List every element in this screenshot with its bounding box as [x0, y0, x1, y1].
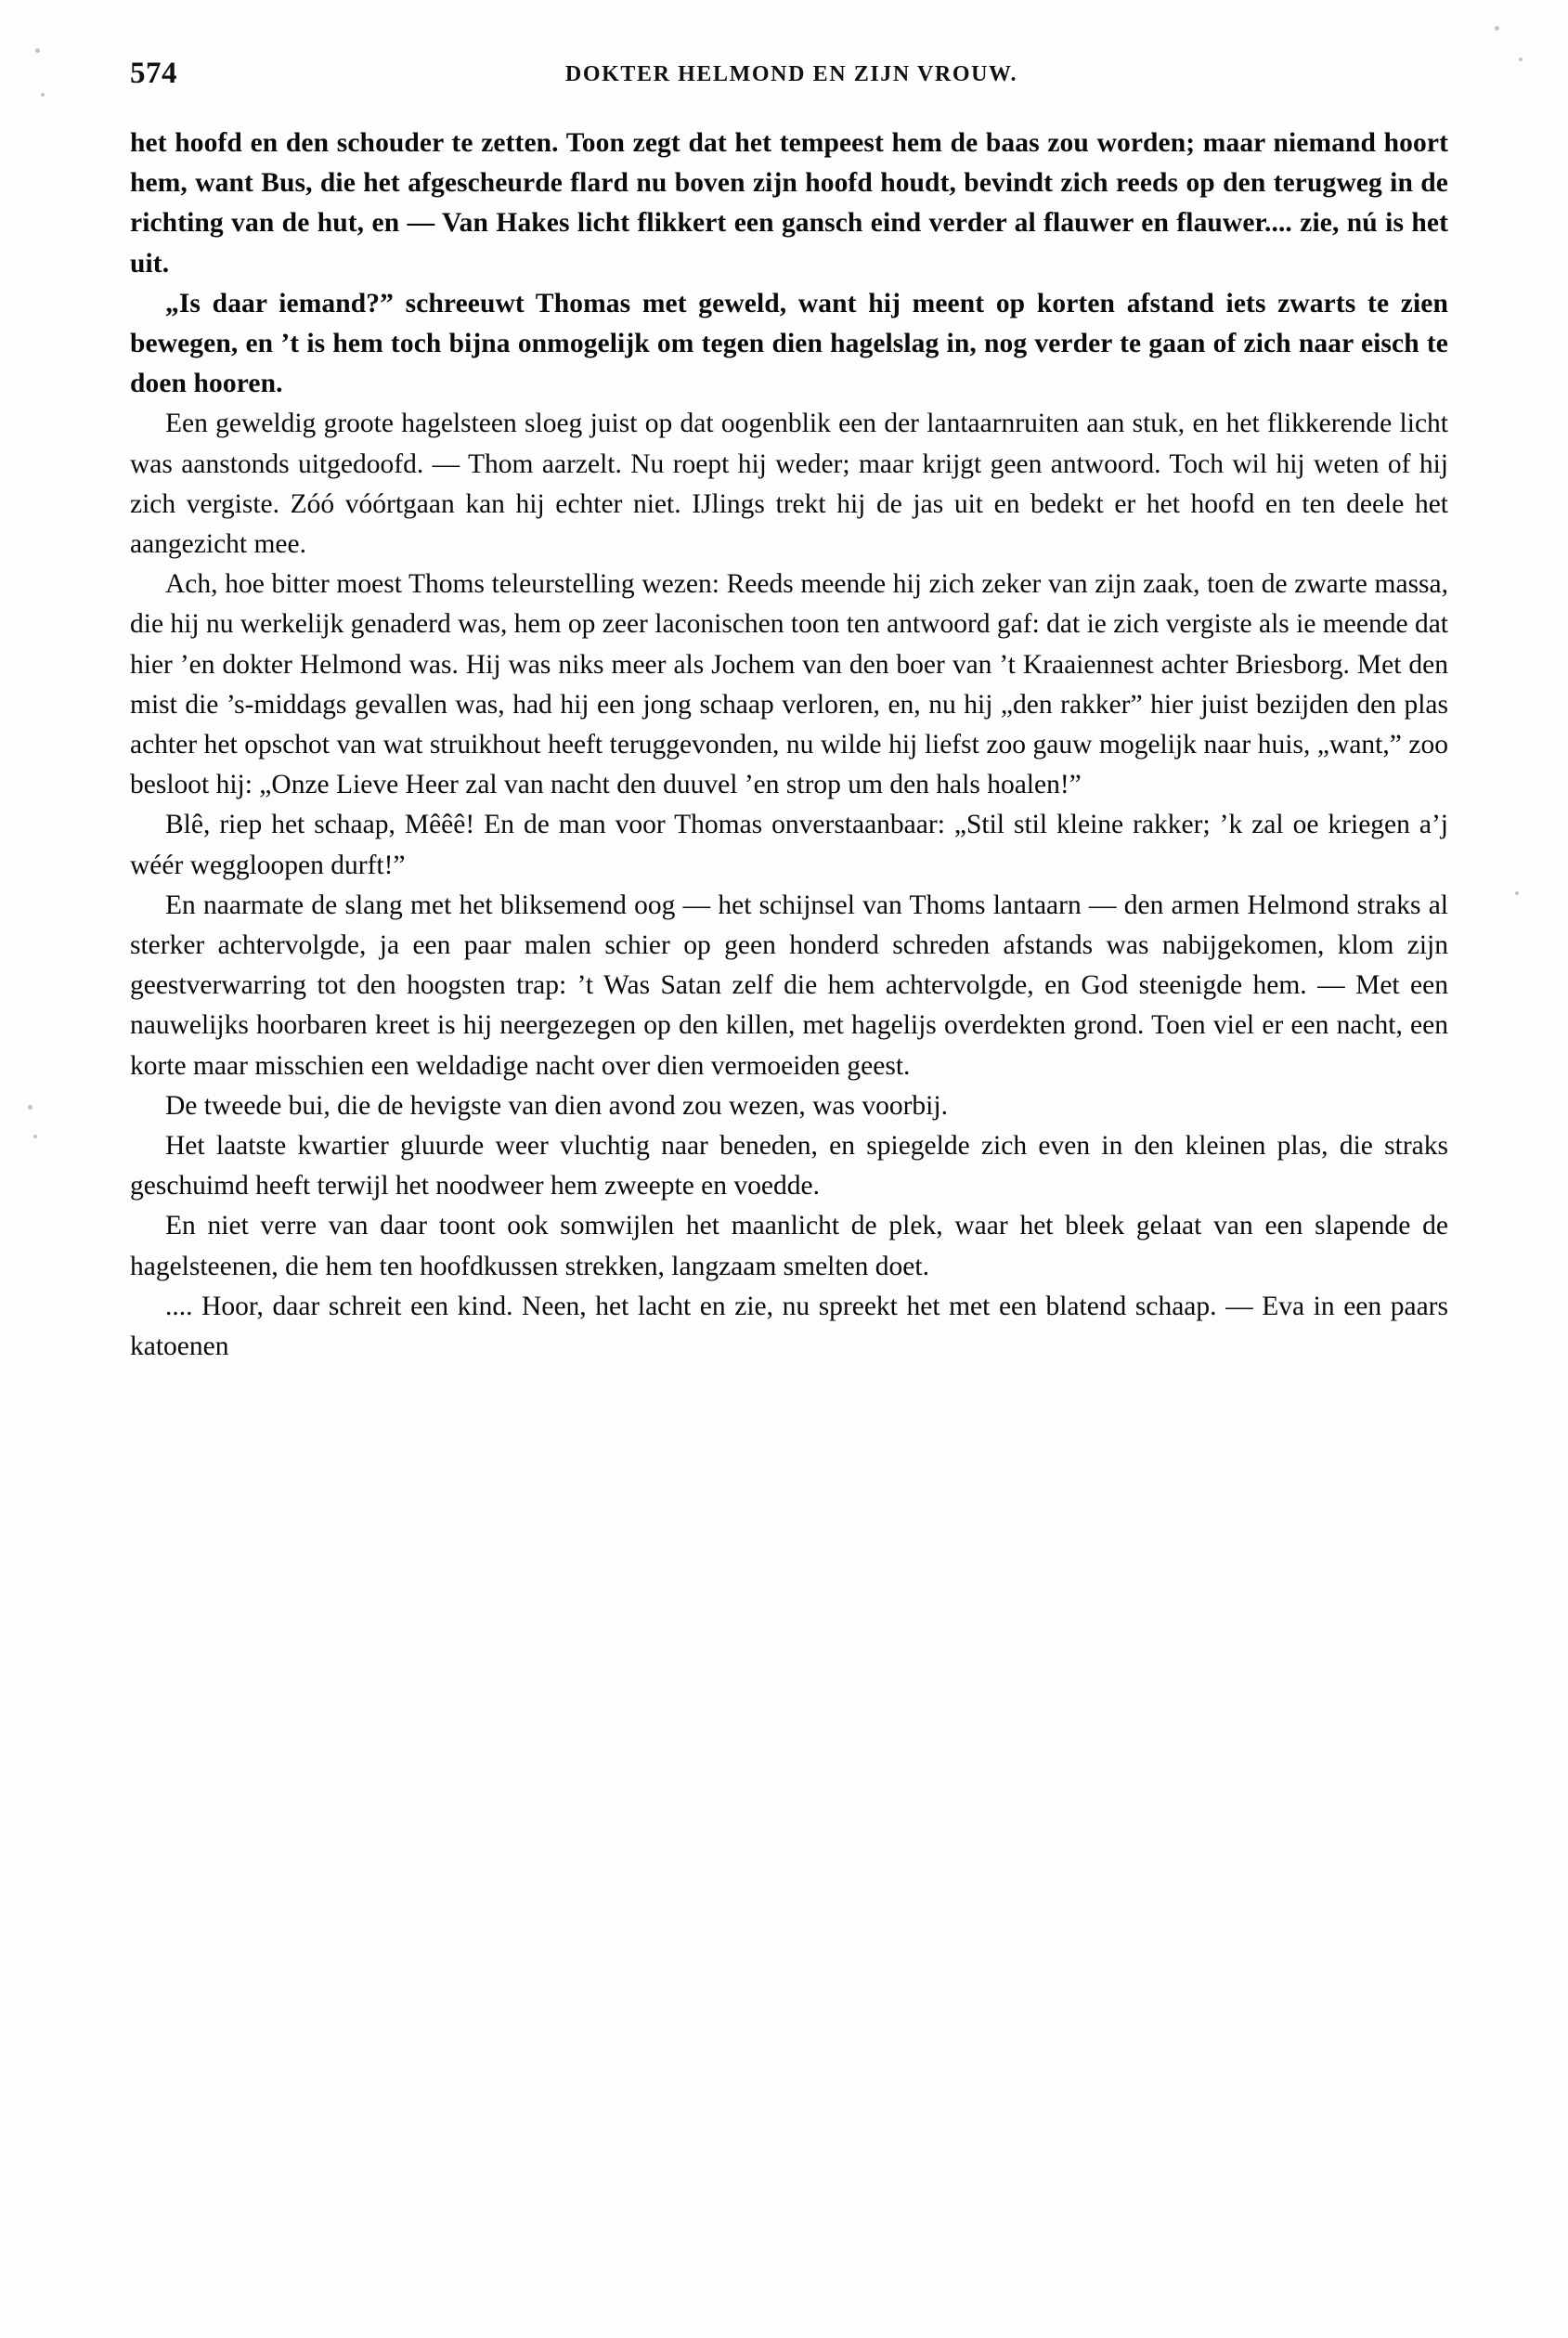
scan-speck [1515, 891, 1519, 895]
page-number: 574 [130, 57, 177, 90]
paragraph: „Is daar iemand?” schreeuwt Thomas met geweld, want hij meent op korten afstand iets zwarts te zien bewegen, en ’t is hem toch bijna onmogelijk om tegen dien hagelslag in, nog verder te gaan of zich naar eisch te doen hooren. [130, 288, 1448, 399]
paragraph: Blê, riep het schaap, Mêêê! En de man voor Thomas onverstaanbaar: „Stil stil kleine rakker; ’k zal oe kriegen a’j wéér weggloopen durft!” [130, 810, 1448, 880]
scan-speck [1495, 26, 1499, 31]
body-text [130, 123, 1448, 1367]
paragraph: En naarmate de slang met het bliksemend oog — het schijnsel van Thoms lantaarn — den armen Helmond straks al sterker achtervolgde, ja een paar malen schier op geen honderd schreden afstands was nabijgekomen, klom zijn geestverwarring tot den hoogsten trap: ’t Was Satan zelf die hem achtervolgde, en God steenigde hem. — Met een nauwelijks hoorbaren kreet is hij neergezegen op den killen, met hagelijs overdekten grond. Toen viel er een nacht, een korte maar misschien een weldadige nacht over dien vermoeiden geest. [130, 890, 1448, 1081]
scan-speck [35, 48, 40, 53]
running-head-title: DOKTER HELMOND EN ZIJN VROUW. [564, 62, 1018, 86]
paragraph: .... Hoor, daar schreit een kind. Neen, het lacht en zie, nu spreekt het met een blatend schaap. — Eva in een paars katoenen [130, 1291, 1448, 1362]
paragraph: Het laatste kwartier gluurde weer vluchtig naar beneden, en spiegelde zich even in den kleinen plas, die straks geschuimd heeft terwijl het noodweer hem zweepte en voedde. [130, 1131, 1448, 1201]
scan-speck [41, 93, 45, 97]
running-head [130, 51, 1453, 107]
scan-speck [1519, 58, 1523, 61]
paragraph: De tweede bui, die de hevigste van dien avond zou wezen, was voorbij. [165, 1090, 948, 1121]
scan-speck [28, 1105, 32, 1110]
paragraph: het hoofd en den schouder te zetten. Toon zegt dat het tempeest hem de baas zou worden; maar niemand hoort hem, want Bus, die het afgescheurde flard nu boven zijn hoofd houdt, bevindt zich reeds op den terugweg in de richting van de hut, en — Van Hakes licht flikkert een gansch eind verder al flauwer en flauwer.... zie, nú is het uit. [130, 128, 1448, 279]
scan-speck [33, 1135, 37, 1138]
paragraph: Een geweldig groote hagelsteen sloeg juist op dat oogenblik een der lantaarnruiten aan stuk, en het flikkerende licht was aanstonds uitgedoofd. — Thom aarzelt. Nu roept hij weder; maar krijgt geen antwoord. Toch wil hij weten of hij zich vergiste. Zóó vóórtgaan kan hij echter niet. IJlings trekt hij de jas uit en bedekt er het hoofd en ten deele het aangezicht mee. [130, 409, 1448, 560]
paragraph: En niet verre van daar toont ook somwijlen het maanlicht de plek, waar het bleek gelaat van een slapende de hagelsteenen, die hem ten hoofdkussen strekken, langzaam smelten doet. [130, 1211, 1448, 1281]
paragraph: Ach, hoe bitter moest Thoms teleurstelling wezen: Reeds meende hij zich zeker van zijn zaak, toen de zwarte massa, die hij nu werkelijk genaderd was, hem op zeer laconischen toon ten antwoord gaf: dat ie zich vergiste als ie meende dat hier ’en dokter Helmond was. Hij was niks meer als Jochem van den boer van ’t Kraaiennest achter Briesborg. Met den mist die ’s-middags gevallen was, had hij een jong schaap verloren, en, nu hij „den rakker” hier juist bezijden den plas achter het opschot van wat struikhout heeft teruggevonden, nu wilde hij liefst zoo gauw mogelijk naar huis, „want,” zoo besloot hij: „Onze Lieve Heer zal van nacht den duuvel ’en strop um den hals hoalen!” [130, 569, 1448, 800]
